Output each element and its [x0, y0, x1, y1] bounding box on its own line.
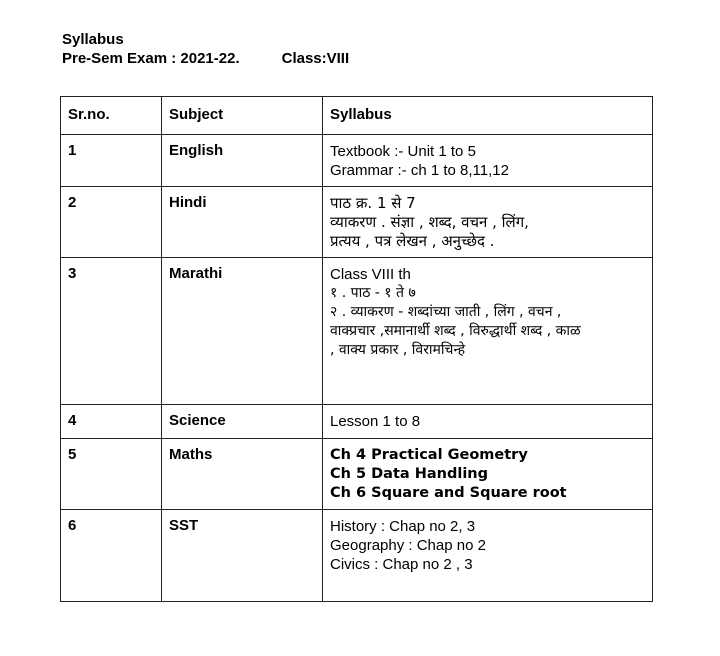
column-header-syllabus: Syllabus — [323, 97, 653, 135]
table-row — [61, 135, 653, 187]
row-srno: 1 — [61, 135, 162, 187]
syllabus-line: २ . व्याकरण - शब्दांच्या जाती , लिंग , वचन , — [330, 304, 562, 320]
table-row — [61, 439, 653, 510]
table-row — [61, 258, 653, 405]
table-row — [61, 510, 653, 602]
column-header-subject: Subject — [162, 97, 323, 135]
syllabus-line: Geography : Chap no 2 — [330, 537, 486, 554]
table-header-row — [61, 97, 653, 135]
syllabus-line: Civics : Chap no 2 , 3 — [330, 556, 473, 573]
syllabus-line: व्याकरण . संज्ञा , शब्द, वचन , लिंग, — [330, 213, 529, 231]
row-syllabus — [323, 187, 653, 258]
row-srno: 5 — [61, 439, 162, 510]
exam-name: Pre-Sem Exam : 2021-22. — [62, 50, 240, 67]
syllabus-line: प्रत्यय , पत्र लेखन , अनुच्छेद . — [330, 232, 495, 250]
row-srno: 3 — [61, 258, 162, 405]
syllabus-line: History : Chap no 2, 3 — [330, 518, 476, 535]
syllabus-line: वाक्प्रचार ,समानार्थी शब्द , विरुद्धार्थी शब्द , काळ — [330, 323, 581, 339]
syllabus-line: Textbook :- Unit 1 to 5 — [330, 143, 476, 160]
syllabus-line: पाठ क्र. 1 से 7 — [330, 194, 416, 212]
row-srno: 2 — [61, 187, 162, 258]
class-label: Class:VIII — [281, 50, 350, 67]
row-subject: SST — [162, 510, 323, 602]
syllabus-line: १ . पाठ - १ ते ७ — [330, 285, 416, 301]
row-srno: 4 — [61, 405, 162, 439]
row-syllabus — [323, 405, 653, 439]
document-title: Syllabus — [62, 31, 124, 48]
row-subject: Science — [162, 405, 323, 439]
exam-line — [62, 49, 349, 68]
syllabus-line: , वाक्य प्रकार , विरामचिन्हे — [330, 342, 466, 358]
document-header — [62, 30, 349, 68]
syllabus-line: Ch 6 Square and Square root — [330, 485, 567, 501]
table-row — [61, 405, 653, 439]
syllabus-line: Ch 4 Practical Geometry — [330, 447, 528, 463]
row-subject: Maths — [162, 439, 323, 510]
row-syllabus — [323, 439, 653, 510]
row-syllabus — [323, 510, 653, 602]
syllabus-line: Class VIII th — [330, 266, 411, 283]
row-subject: English — [162, 135, 323, 187]
column-header-srno: Sr.no. — [61, 97, 162, 135]
syllabus-table — [60, 96, 653, 602]
row-subject: Hindi — [162, 187, 323, 258]
row-syllabus — [323, 135, 653, 187]
table-row — [61, 187, 653, 258]
row-syllabus — [323, 258, 653, 405]
row-srno: 6 — [61, 510, 162, 602]
syllabus-line: Ch 5 Data Handling — [330, 466, 488, 482]
syllabus-line: Grammar :- ch 1 to 8,11,12 — [330, 162, 509, 179]
syllabus-line: Lesson 1 to 8 — [330, 413, 421, 430]
row-subject: Marathi — [162, 258, 323, 405]
